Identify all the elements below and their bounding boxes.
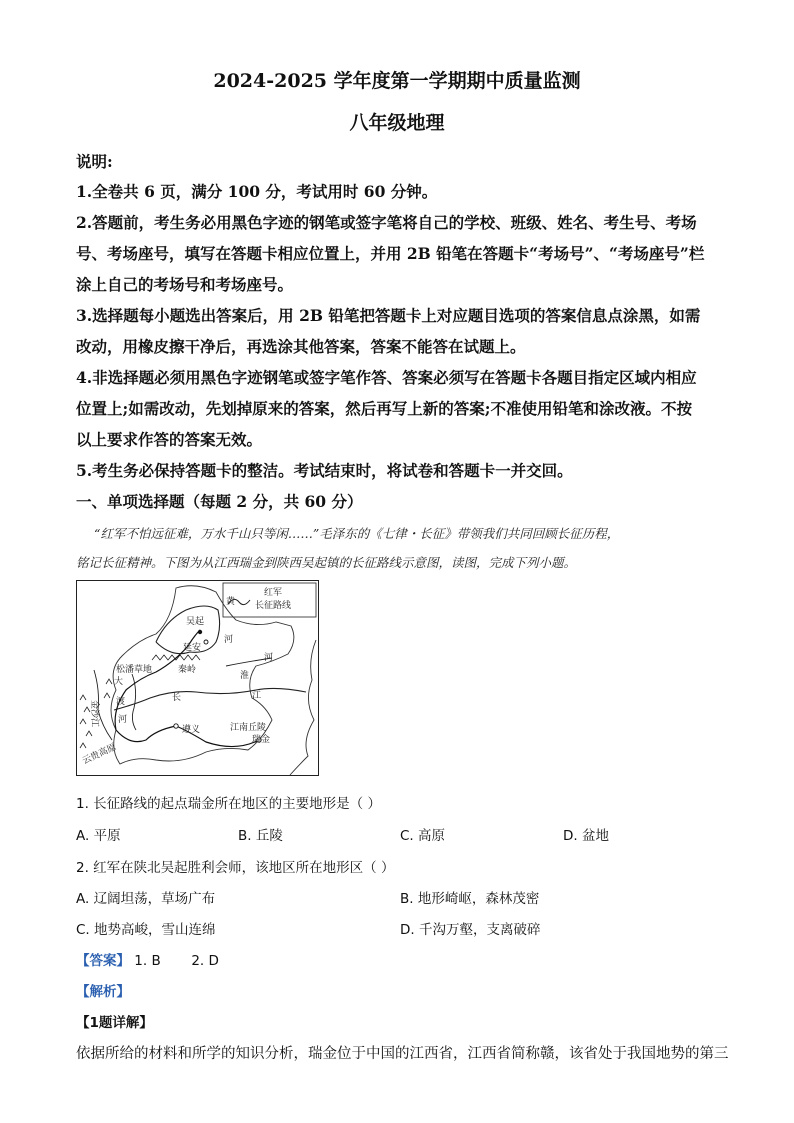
map-label-yungui: 云贵高原 xyxy=(81,742,118,767)
instruction-line: 3.选择题每小题选出答案后，用 2B 铅笔把答题卡上对应题目选项的答案信息点涂黑，如需 xyxy=(76,306,701,325)
instruction-line: 涂上自己的考场号和考场座号。 xyxy=(76,275,294,294)
question-1-option-a[interactable]: A. 平原 xyxy=(76,828,121,844)
yanan-marker xyxy=(204,640,208,644)
section-intro-line: “红军不怕远征难，万水千山只等闲……”毛泽东的《七律・长征》带领我们共同回顾长征历程， xyxy=(94,526,620,541)
question-1-option-c[interactable]: C. 高原 xyxy=(400,828,446,844)
answer-row xyxy=(76,949,219,969)
answer-value: 2. D xyxy=(191,953,219,969)
answer-label: 【答案】 xyxy=(76,953,130,969)
instruction-line: 位置上;如需改动，先划掉原来的答案，然后再写上新的答案;不准使用铅笔和涂改液。不按 xyxy=(76,399,692,418)
map-label-jiangnan: 江南丘陵 xyxy=(230,723,267,733)
map-label-chang: 长 xyxy=(172,693,182,703)
long-march-route-map xyxy=(76,580,319,776)
detail-text: 依据所给的材料和所学的知识分析，瑞金位于中国的江西省，江西省简称赣，该省处于我国地势的第三 xyxy=(76,1046,729,1062)
map-label-huang: 黄 xyxy=(226,597,236,607)
exam-subject: 八年级地理 xyxy=(349,112,445,134)
question-1-option-d[interactable]: D. 盆地 xyxy=(563,828,609,844)
question-2-option-d[interactable]: D. 千沟万壑，支离破碎 xyxy=(400,922,541,938)
question-1-option-b[interactable]: B. 丘陵 xyxy=(238,828,283,844)
map-label-ruijin: 瑞金 xyxy=(252,735,271,745)
question-2-stem: 2. 红军在陕北吴起胜利会师，该地区所在地形区（ ） xyxy=(76,860,395,876)
map-label-du: 渡 xyxy=(116,697,126,707)
instruction-line: 改动，用橡皮擦干净后，再选涂其他答案，答案不能答在试题上。 xyxy=(76,337,526,356)
wuqi-marker xyxy=(198,630,202,634)
instruction-line: 2.答题前，考生务必用黑色字迹的钢笔或签字笔将自己的学校、班级、姓名、考生号、考场 xyxy=(76,213,697,232)
map-label-zunyi: 遵义 xyxy=(182,725,201,735)
map-label-he: 河 xyxy=(264,653,274,663)
map-label-jinshajiang: 金沙江 xyxy=(89,700,99,728)
map-label-qinling: 秦岭 xyxy=(178,665,197,675)
map-label-songpan: 松潘草地 xyxy=(116,665,153,675)
analysis-label: 【解析】 xyxy=(76,984,130,1000)
question-2-option-c[interactable]: C. 地势高峻，雪山连绵 xyxy=(76,922,216,938)
question-2-option-a[interactable]: A. 辽阔坦荡，草场广布 xyxy=(76,891,216,907)
map-label-wuqi: 吴起 xyxy=(186,617,205,627)
map-label-he: 河 xyxy=(224,635,234,645)
detail-label: 【1题详解】 xyxy=(76,1015,153,1031)
exam-title: 2024-2025 学年度第一学期期中质量监测 xyxy=(213,70,581,92)
map-label-jiang: 江 xyxy=(252,691,262,701)
answer-value: 1. B xyxy=(134,953,161,969)
map-label-da: 大 xyxy=(114,677,124,687)
question-2-option-b[interactable]: B. 地形崎岖，森林茂密 xyxy=(400,891,540,907)
instruction-line: 4.非选择题必须用黑色字迹钢笔或签字笔作答、答案必须写在答题卡各题目指定区域内相应 xyxy=(76,368,697,387)
instruction-line: 以上要求作答的答案无效。 xyxy=(76,430,263,449)
map-label-yanan: 延安 xyxy=(183,643,202,653)
instructions-label: 说明: xyxy=(76,152,113,171)
zunyi-marker xyxy=(174,724,178,728)
legend-label: 红军 xyxy=(263,588,283,598)
map-label-huai: 淮 xyxy=(240,671,250,681)
instruction-line: 号、考场座号，填写在答题卡相应位置上，并用 2B 铅笔在答题卡“考场号”、“考场座号”栏 xyxy=(76,244,705,263)
section-intro-line: 铭记长征精神。下图为从江西瑞金到陕西吴起镇的长征路线示意图，读图，完成下列小题。 xyxy=(76,555,577,570)
question-1-stem: 1. 长征路线的起点瑞金所在地区的主要地形是（ ） xyxy=(76,796,381,812)
map-label-he: 河 xyxy=(118,715,128,725)
legend-label: 长征路线 xyxy=(254,601,292,611)
instruction-line: 1.全卷共 6 页，满分 100 分，考试用时 60 分钟。 xyxy=(76,182,438,201)
section-heading: 一、单项选择题（每题 2 分，共 60 分） xyxy=(76,492,363,511)
instruction-line: 5.考生务必保持答题卡的整洁。考试结束时，将试卷和答题卡一并交回。 xyxy=(76,461,573,480)
